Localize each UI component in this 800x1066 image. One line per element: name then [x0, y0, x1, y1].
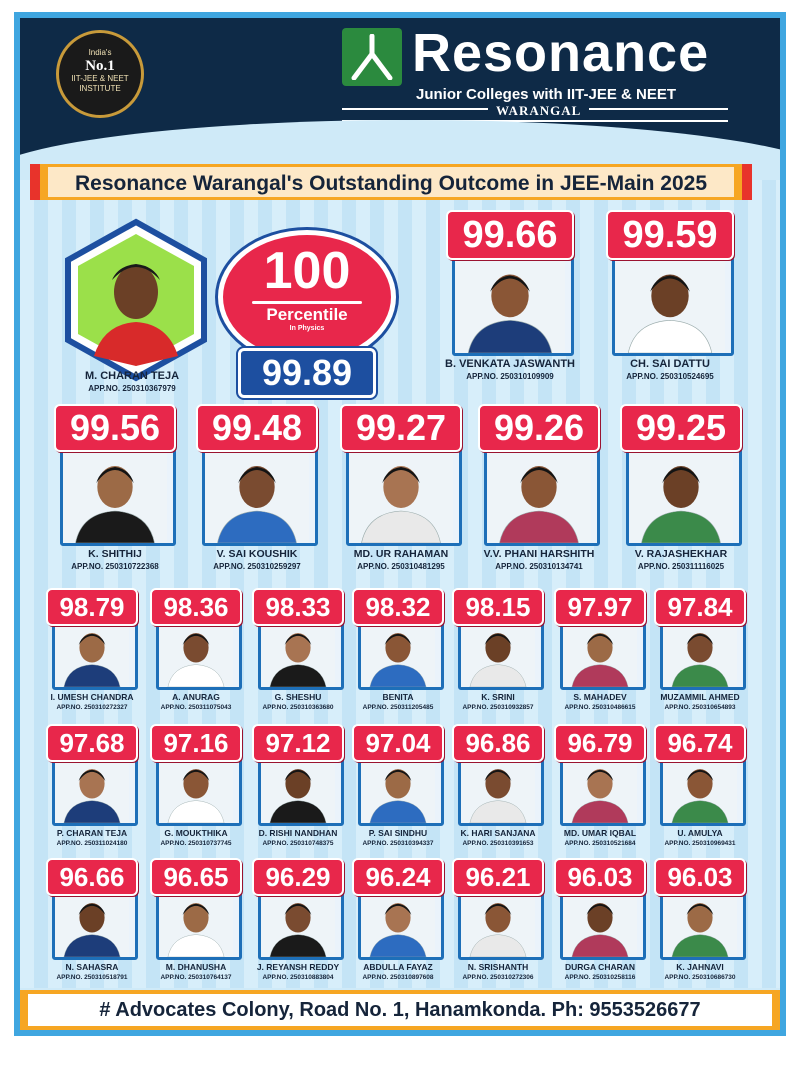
physics-score: 100 — [263, 242, 351, 300]
student-photo — [612, 248, 734, 356]
student-app-number: APP.NO. 250310481295 — [357, 561, 445, 571]
student-app-number: APP.NO. 250310272306 — [462, 973, 534, 981]
student-name: MD. UMAR IQBAL — [563, 828, 637, 838]
student-percentile: 99.27 — [340, 404, 462, 452]
student-app-number: APP.NO. 250310394337 — [362, 839, 434, 847]
student-name: B. VENKATA JASWANTH — [445, 358, 575, 370]
student-name: M. DHANUSHA — [165, 962, 227, 972]
student-name: V. RAJASHEKHAR — [634, 548, 728, 560]
student-percentile: 97.12 — [252, 724, 344, 762]
footer-address: # Advocates Colony, Road No. 1, Hanamkonda. Ph: 9553526677 — [99, 999, 701, 1021]
student-app-number: APP.NO. 250311116025 — [637, 561, 725, 571]
student-percentile: 99.56 — [54, 404, 176, 452]
student-app-number: APP.NO. 250310722368 — [71, 561, 159, 571]
student-app-number: APP.NO. 250310969431 — [664, 839, 736, 847]
topper-overall-percentile: 99.89 — [238, 348, 376, 398]
student-app-number: APP.NO. 250310883804 — [262, 973, 334, 981]
student-name: DURGA CHARAN — [564, 962, 636, 972]
resonance-logo-icon — [342, 28, 402, 86]
student-name: G. SHESHU — [274, 692, 322, 702]
student-name: K. JAHNAVI — [676, 962, 724, 972]
student-percentile: 99.26 — [478, 404, 600, 452]
student-app-number: APP.NO. 250310391653 — [462, 839, 534, 847]
student-name: V. SAI KOUSHIK — [216, 548, 298, 560]
student-photo — [60, 440, 176, 546]
seal-rank-text: No.1 — [85, 58, 115, 74]
student-percentile: 99.25 — [620, 404, 742, 452]
student-percentile: 97.16 — [150, 724, 242, 762]
student-name: A. ANURAG — [172, 692, 220, 702]
student-app-number: APP.NO. 250310524695 — [626, 372, 714, 381]
student-percentile: 98.36 — [150, 588, 242, 626]
student-percentile: 97.04 — [352, 724, 444, 762]
student-app-number: APP.NO. 250311205485 — [362, 703, 434, 711]
student-percentile: 99.59 — [606, 210, 734, 260]
student-name: U. AMULYA — [677, 828, 723, 838]
student-name: MUZAMMIL AHMED — [660, 692, 740, 702]
student-percentile: 97.84 — [654, 588, 746, 626]
student-photo — [202, 440, 318, 546]
student-name: V.V. PHANI HARSHITH — [483, 548, 595, 560]
student-percentile: 96.65 — [150, 858, 242, 896]
student-app-number: APP.NO. 250311075043 — [160, 703, 232, 711]
student-app-number: APP.NO. 250310764137 — [160, 973, 232, 981]
student-photo — [484, 440, 600, 546]
student-name: K. HARI SANJANA — [460, 828, 536, 838]
student-name: CH. SAI DATTU — [630, 358, 710, 370]
student-app-number: APP.NO. 250310737745 — [160, 839, 232, 847]
student-percentile: 96.21 — [452, 858, 544, 896]
student-percentile: 96.86 — [452, 724, 544, 762]
student-percentile: 96.24 — [352, 858, 444, 896]
student-percentile: 96.03 — [654, 858, 746, 896]
student-app-number: APP.NO. 250310486615 — [564, 703, 636, 711]
student-name: MD. UR RAHAMAN — [353, 548, 449, 560]
topper-photo-hexagon — [64, 218, 208, 382]
student-percentile: 97.68 — [46, 724, 138, 762]
headline: Resonance Warangal's Outstanding Outcome in JEE-Main 2025 — [74, 172, 708, 195]
student-app-number: APP.NO. 250310272327 — [56, 703, 128, 711]
student-app-number: APP.NO. 250310686730 — [664, 973, 736, 981]
student-name: G. MOUKTHIKA — [164, 828, 228, 838]
student-percentile: 98.15 — [452, 588, 544, 626]
city-name: WARANGAL — [488, 103, 589, 119]
student-photo — [626, 440, 742, 546]
student-photo — [452, 248, 574, 356]
student-name: P. SAI SINDHU — [368, 828, 428, 838]
student-app-number: APP.NO. 250310748375 — [262, 839, 334, 847]
student-name: S. MAHADEV — [573, 692, 627, 702]
seal-top-text: India's — [88, 48, 112, 57]
physics-label: Percentile — [266, 305, 348, 324]
student-app-number: APP.NO. 250310932857 — [462, 703, 534, 711]
student-percentile: 96.74 — [654, 724, 746, 762]
student-percentile: 98.79 — [46, 588, 138, 626]
student-app-number: APP.NO. 250310134741 — [495, 561, 583, 571]
student-name: P. CHARAN TEJA — [56, 828, 128, 838]
topper-name: M. CHARAN TEJA — [84, 370, 180, 382]
student-app-number: APP.NO. 250310259297 — [213, 561, 301, 571]
physics-sublabel: In Physics — [289, 325, 325, 332]
student-percentile: 98.33 — [252, 588, 344, 626]
student-name: D. RISHI NANDHAN — [258, 828, 338, 838]
student-app-number: APP.NO. 250310109909 — [466, 372, 554, 381]
student-percentile: 96.79 — [554, 724, 646, 762]
student-app-number: APP.NO. 250310258116 — [564, 973, 636, 981]
results-poster — [20, 18, 780, 1030]
seal-bottom-text: IIT-JEE & NEET INSTITUTE — [71, 74, 129, 93]
brand-name: Resonance — [412, 23, 710, 83]
student-name: K. SRINI — [481, 692, 515, 702]
student-photo — [346, 440, 462, 546]
student-percentile: 96.66 — [46, 858, 138, 896]
physics-percentile-badge — [218, 230, 396, 364]
student-name: N. SRISHANTH — [467, 962, 529, 972]
student-app-number: APP.NO. 250311024180 — [56, 839, 128, 847]
student-name: ABDULLA FAYAZ — [363, 962, 433, 972]
student-name: I. UMESH CHANDRA — [50, 692, 134, 702]
footer-bar — [20, 990, 780, 1030]
student-app-number: APP.NO. 250310363680 — [262, 703, 334, 711]
student-name: BENITA — [382, 692, 414, 702]
no1-institute-seal — [56, 30, 144, 118]
student-name: J. REYANSH REDDY — [256, 962, 340, 972]
student-percentile: 96.29 — [252, 858, 344, 896]
student-percentile: 99.66 — [446, 210, 574, 260]
student-percentile: 96.03 — [554, 858, 646, 896]
student-name: K. SHITHIJ — [88, 548, 142, 560]
headline-bar — [30, 164, 752, 200]
student-app-number: APP.NO. 250310518791 — [56, 973, 128, 981]
student-percentile: 99.48 — [196, 404, 318, 452]
student-app-number: APP.NO. 250310897608 — [362, 973, 434, 981]
student-app-number: APP.NO. 250310521684 — [564, 839, 636, 847]
student-name: N. SAHASRA — [65, 962, 119, 972]
student-percentile: 97.97 — [554, 588, 646, 626]
brand-tagline: Junior Colleges with IIT-JEE & NEET — [416, 86, 677, 103]
topper-app-number: APP.NO. 250310367979 — [88, 384, 176, 393]
student-app-number: APP.NO. 250310654893 — [664, 703, 736, 711]
student-percentile: 98.32 — [352, 588, 444, 626]
